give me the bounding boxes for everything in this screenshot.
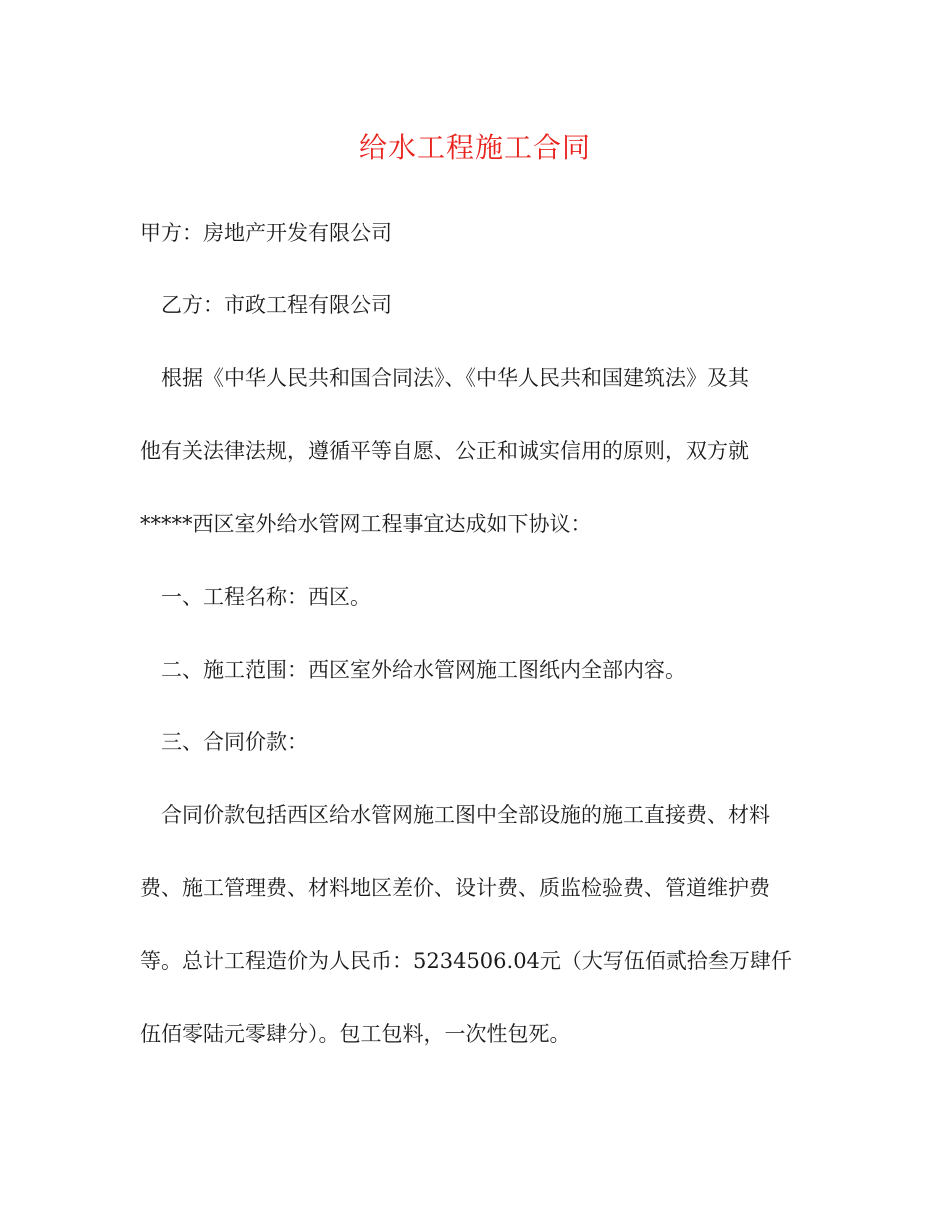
party-a-line: 甲方：房地产开发有限公司 <box>140 221 392 245</box>
clause-2-scope: 二、施工范围：西区室外给水管网施工图纸内全部内容。 <box>161 658 686 682</box>
price-paragraph-line-3: 等。总计工程造价为人民币：5234506.04元（大写伍佰贰拾叁万肆仟 <box>140 949 792 973</box>
preamble-line-2: 他有关法律法规，遵循平等自愿、公正和诚实信用的原则，双方就 <box>140 439 749 463</box>
clause-1-project-name: 一、工程名称：西区。 <box>161 585 371 609</box>
price-paragraph-line-4: 伍佰零陆元零肆分）。包工包料，一次性包死。 <box>140 1022 571 1046</box>
price-paragraph-line-2: 费、施工管理费、材料地区差价、设计费、质监检验费、管道维护费 <box>140 876 770 900</box>
clause-3-heading: 三、合同价款： <box>161 730 308 754</box>
party-b-line: 乙方：市政工程有限公司 <box>161 293 392 317</box>
preamble-line-3: *****西区室外给水管网工程事宜达成如下协议： <box>140 512 592 536</box>
preamble-line-1: 根据《中华人民共和国合同法》、《中华人民共和国建筑法》及其 <box>161 366 749 390</box>
document-title: 给水工程施工合同 <box>358 131 591 164</box>
price-paragraph-line-1: 合同价款包括西区给水管网施工图中全部设施的施工直接费、材料 <box>161 803 770 827</box>
